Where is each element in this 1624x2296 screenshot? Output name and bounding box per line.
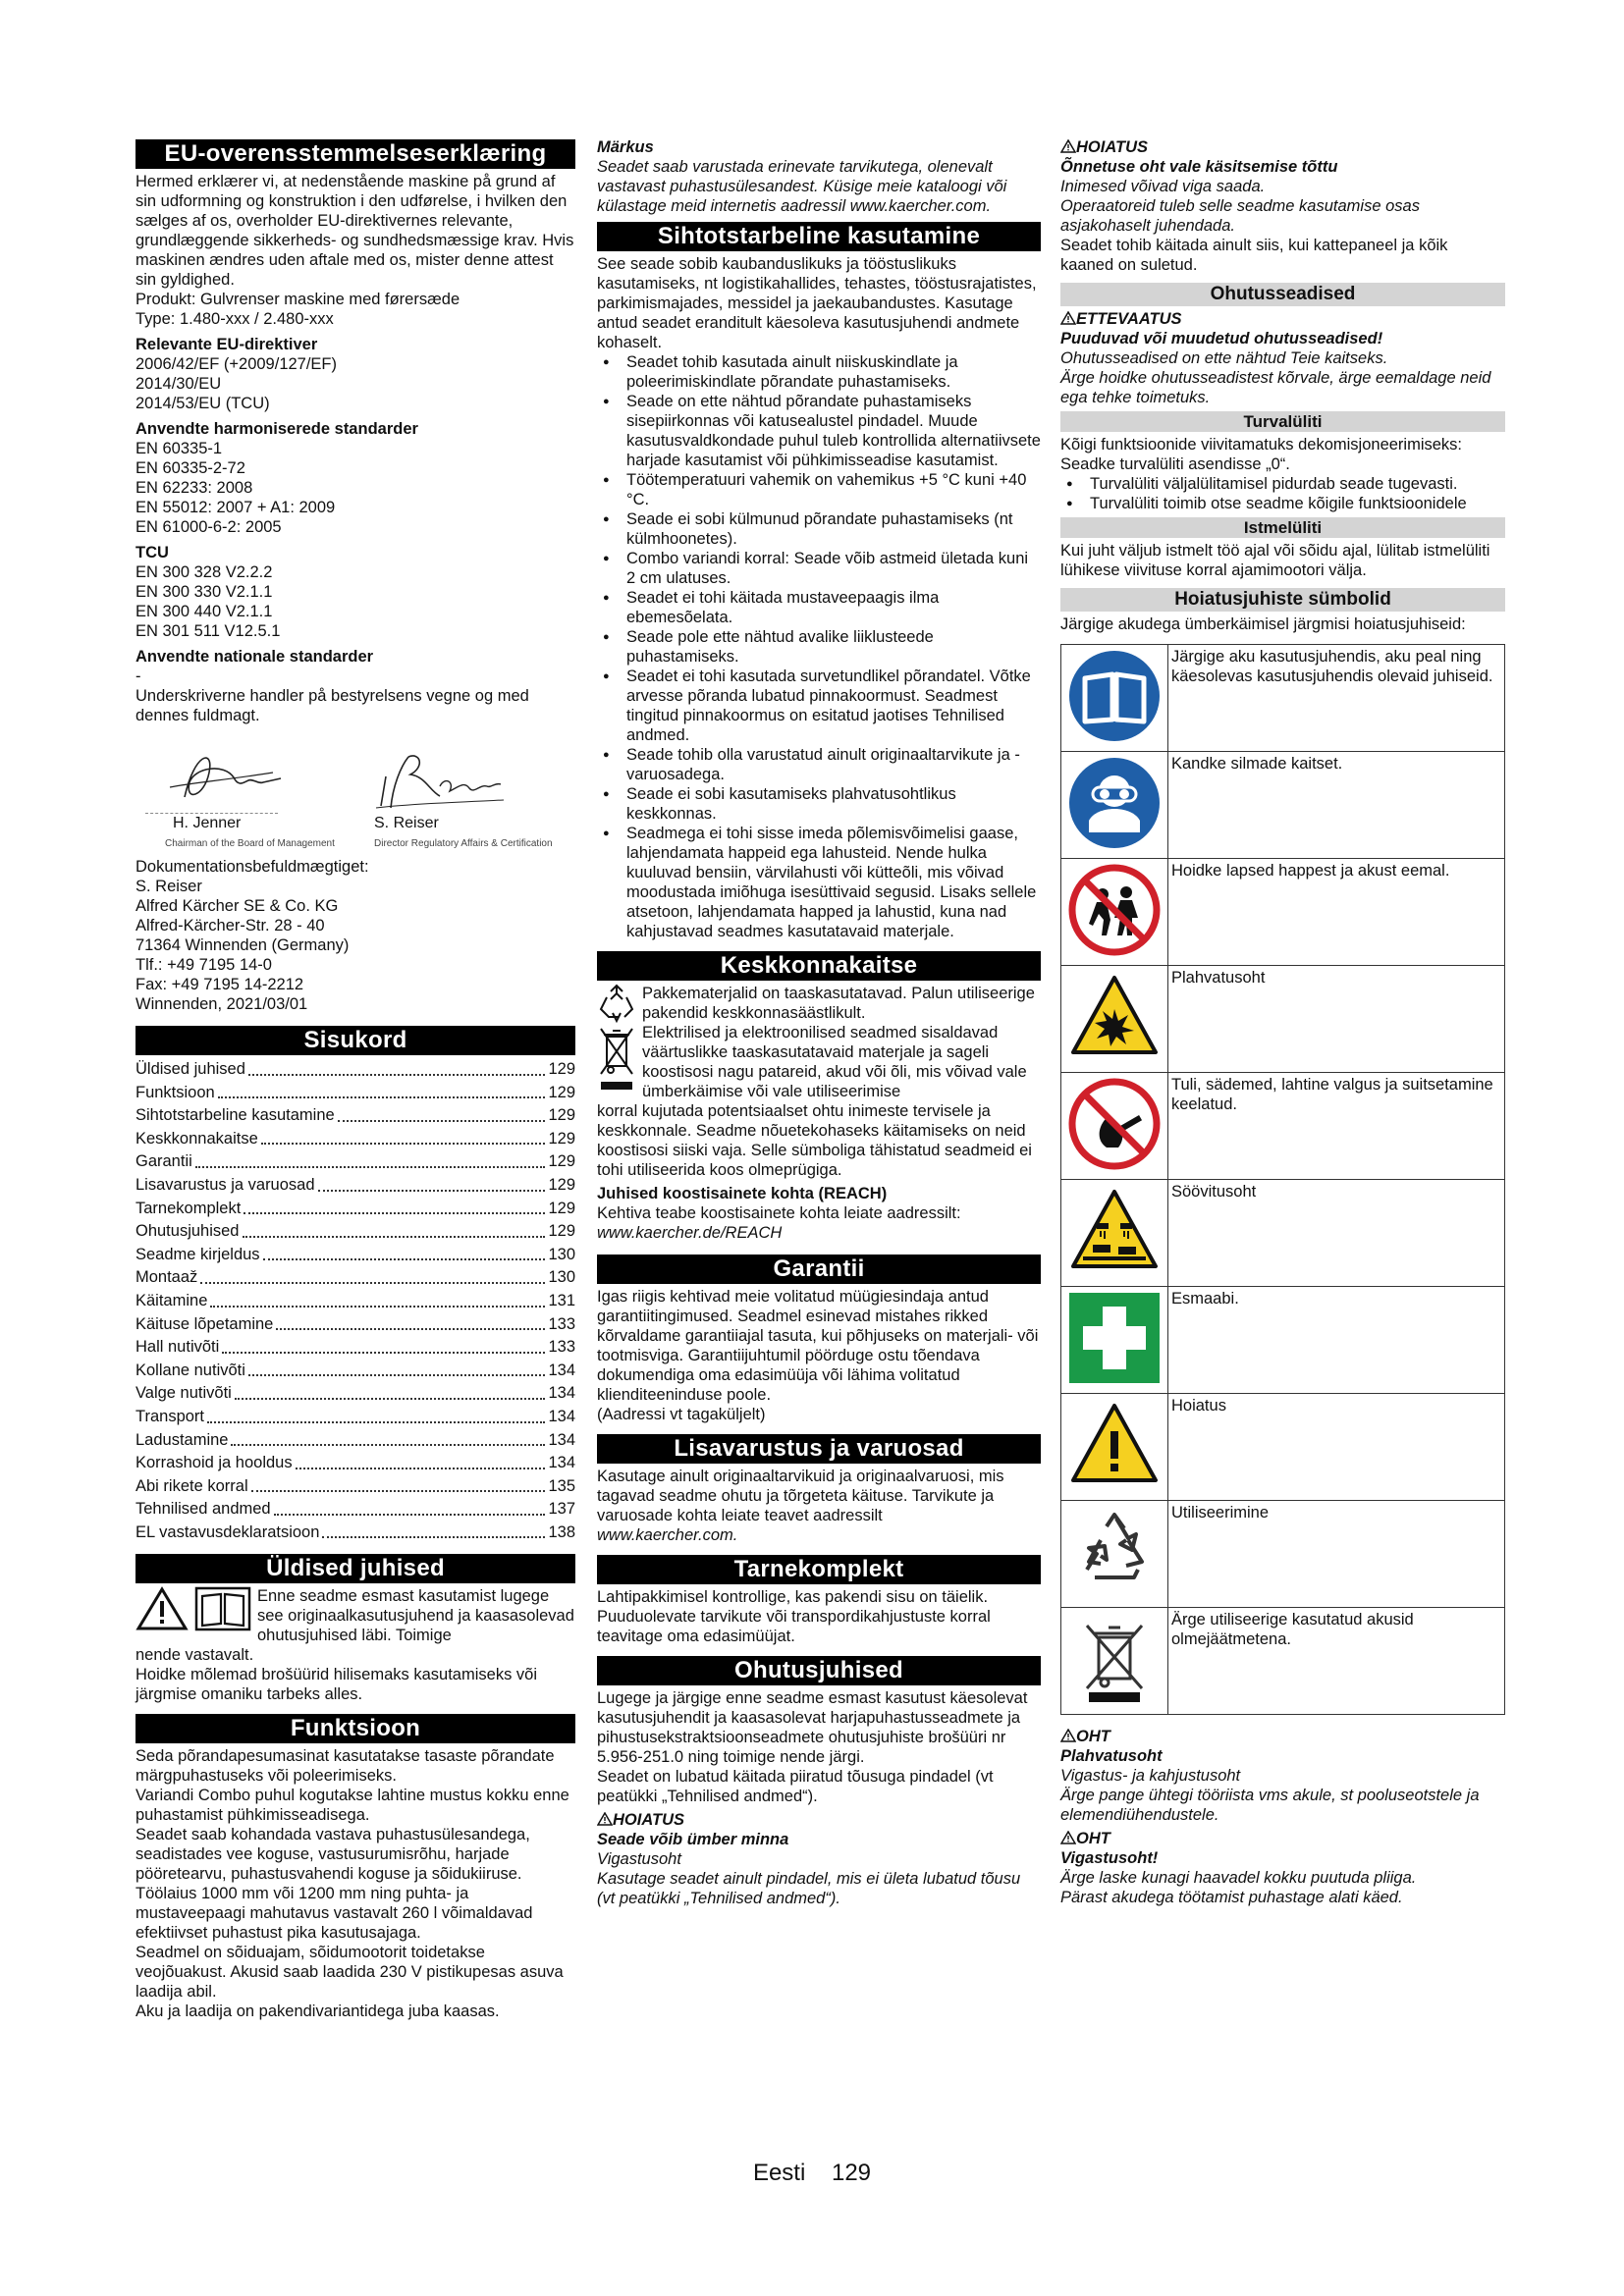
toc-item[interactable] <box>135 1150 575 1174</box>
toc-leader <box>276 1328 545 1330</box>
symbol-description: Esmaabi. <box>1168 1287 1505 1394</box>
toc-item[interactable] <box>135 1244 575 1267</box>
danger-line: Ärge laske kunagi haavadel kokku puutuda pliiga. <box>1060 1869 1417 1887</box>
page-footer <box>0 2160 1624 2187</box>
warning-label <box>597 1810 1041 1830</box>
warning-heading: Seade võib ümber minna <box>597 1831 789 1848</box>
toc-page: 135 <box>548 1476 575 1495</box>
section-title-warranty: Garantii <box>597 1255 1041 1284</box>
symbol-row <box>1061 645 1505 752</box>
tcu-item: EN 300 330 V2.1.1 <box>135 583 273 601</box>
danger-heading: Plahvatusoht <box>1060 1747 1163 1765</box>
toc-leader <box>296 1468 546 1469</box>
toc-item[interactable] <box>135 1360 575 1383</box>
doc-line: Dokumentationsbefuldmægtiget: <box>135 858 369 876</box>
warning-line: Vigastusoht <box>597 1850 681 1868</box>
toc-item[interactable] <box>135 1452 575 1475</box>
toc-leader <box>251 1490 546 1492</box>
toc-leader <box>261 1143 546 1145</box>
toc-label: Üldised juhised <box>135 1060 245 1078</box>
explosion-icon <box>1061 966 1168 1073</box>
warning-line: Kasutage seadet ainult pindadel, mis ei ületa lubatud tõusu (vt peatükki „Tehnilised andmed“). <box>597 1870 1021 1907</box>
caution-label-text: ETTEVAATUS <box>1076 310 1182 328</box>
warning-text: Seadet tohib käitada ainult siis, kui kattepaneel ja kõik kaaned on suletud. <box>1060 237 1448 274</box>
section-title-symbols: Hoiatusjuhiste sümbolid <box>1060 588 1505 612</box>
list-item: ● Combo variandi korral: Seade võib astmeid ületada kuni 2 cm ulatuses. <box>597 549 1041 588</box>
tcu-item: EN 300 328 V2.2.2 <box>135 563 273 581</box>
list-item: ● Turvalüliti toimib otse seadme kõigile funktsioonidele <box>1060 494 1505 513</box>
safety-text-1: Lugege ja järgige enne seadme esmast kasutust käesolevat kasutusjuhendit ja kaasasolevat harjapuhastusseadmete ja pihustusekstraktsioonseadmete ohutusjuhiste brošüüri nr 5.956-251.0 ning toimige nende järgi. <box>597 1689 1028 1766</box>
toc-leader <box>318 1190 546 1192</box>
danger-line: Vigastus- ja kahjustusoht <box>1060 1767 1241 1785</box>
function-text: Seda põrandapesumasinat kasutatakse tasaste põrandate märgpuhastuseks või poleerimiseks. <box>135 1747 555 1786</box>
standard-item: EN 60335-2-72 <box>135 459 245 477</box>
list-item: ● Turvalüliti väljalülitamisel pidurdab seade tugevasti. <box>1060 474 1505 494</box>
tcu-item: EN 301 511 V12.5.1 <box>135 622 281 640</box>
directive-item: 2006/42/EF (+2009/127/EF) <box>135 355 338 373</box>
section-title-function: Funktsioon <box>135 1714 575 1743</box>
toc-label: Garantii <box>135 1152 192 1171</box>
doc-line: Fax: +49 7195 14-2212 <box>135 976 304 993</box>
symbol-description: Hoidke lapsed happest ja akust eemal. <box>1168 859 1505 966</box>
symbol-description: Ärge utiliseerige kasutatud akusid olmejäätmetena. <box>1168 1608 1505 1715</box>
toc-label: Sihtotstarbeline kasutamine <box>135 1106 335 1125</box>
list-item: ● Seadet ei tohi kasutada survetundlikel põrandatel. Võtke arvesse põranda lubatud pinnakoormust. Seadmest tingitud pinnakoormus on esitatud jaotises Tehnilised andmed. <box>597 667 1041 745</box>
documentation-contact <box>135 857 575 1014</box>
warning-label <box>1060 137 1505 157</box>
symbols-table <box>1060 644 1505 1715</box>
toc-label: Tehnilised andmed <box>135 1500 271 1519</box>
symbol-row <box>1061 1394 1505 1501</box>
symbol-description: Plahvatusoht <box>1168 966 1505 1073</box>
crossed-bin-icon <box>597 1023 636 1099</box>
scope-text: Lahtipakkimisel kontrollige, kas pakendi sisu on täielik. Puuduolevate tarvikute või transpordikahjustuste korral teavitage oma edasimüüjat. <box>597 1588 991 1645</box>
danger-icon <box>1060 1831 1076 1844</box>
toc-label: Tarnekomplekt <box>135 1199 242 1217</box>
toc-page: 129 <box>548 1222 575 1241</box>
toc-label: Valge nutivõti <box>135 1384 232 1403</box>
section-title-eu-declaration: EU-overensstemmelseserklæring <box>135 139 575 169</box>
toc-label: Ladustamine <box>135 1430 229 1449</box>
list-item: ● Seade pole ette nähtud avalike liiklusteede puhastamiseks. <box>597 627 1041 667</box>
symbol-row <box>1061 966 1505 1073</box>
safety-switch-text: Kõigi funktsioonide viivitamatuks dekomisjoneerimiseks: Seadke turvalüliti asendisse „0“. <box>1060 436 1463 473</box>
section-title-general: Üldised juhised <box>135 1554 575 1583</box>
section-title-accessories: Lisavarustus ja varuosad <box>597 1434 1041 1464</box>
toc-label: Lisavarustus ja varuosad <box>135 1175 315 1194</box>
toc-page: 134 <box>548 1361 575 1379</box>
toc-item[interactable] <box>135 1174 575 1198</box>
toc-leader <box>243 1236 546 1238</box>
caution-line: Ärge hoidke ohutusseadistest kõrvale, ärge eemaldage neid ega tehke toimetuks. <box>1060 369 1491 406</box>
page-number: 129 <box>831 2160 872 2186</box>
tcu-item: EN 300 440 V2.1.1 <box>135 603 273 620</box>
signatory-2-name: S. Reiser <box>374 815 439 831</box>
env-weee-row <box>597 1023 1041 1101</box>
toc-page: 134 <box>548 1454 575 1472</box>
toc-page: 138 <box>548 1522 575 1541</box>
section-title-intended-use: Sihtotstarbeline kasutamine <box>597 222 1041 251</box>
symbol-description: Järgige aku kasutusjuhendis, aku peal ning käesolevas kasutusjuhendis olevaid juhiseid. <box>1168 645 1505 752</box>
toc-item[interactable] <box>135 1406 575 1429</box>
standard-item: EN 60335-1 <box>135 440 223 457</box>
toc-item[interactable] <box>135 1104 575 1128</box>
list-item: ● Seadet ei tohi käitada mustaveepaagis ilma ebemesõelata. <box>597 588 1041 627</box>
general-text-1: Enne seadme esmast kasutamist lugege see originaalkasutusjuhend ja kaasasolevad ohutusjuhised läbi. Toimige <box>257 1587 574 1645</box>
table-of-contents <box>135 1058 575 1544</box>
list-item: ● Seade tohib olla varustatud ainult originaaltarvikute ja -varuosadega. <box>597 745 1041 784</box>
caution-heading: Puuduvad või muudetud ohutusseadised! <box>1060 330 1383 347</box>
warning-triangle-icon <box>135 1586 189 1631</box>
caution-icon <box>1060 311 1076 325</box>
accessories-text: Kasutage ainult originaaltarvikuid ja originaalvaruosi, mis tagavad seadme ohutu ja tõrgeteta käituse. Tarvikute ja varuosade kohta leiate teavet aadressilt <box>597 1468 1004 1524</box>
toc-page: 129 <box>548 1175 575 1194</box>
no-fire-icon <box>1061 1073 1168 1180</box>
no-children-icon <box>1061 859 1168 966</box>
danger-line: Pärast akudega töötamist puhastage alati käed. <box>1060 1889 1403 1906</box>
section-title-seat-switch: Istmelüliti <box>1060 517 1505 538</box>
toc-page: 130 <box>548 1245 575 1263</box>
toc-leader <box>207 1421 545 1423</box>
corrosive-icon <box>1061 1180 1168 1287</box>
doc-line: Alfred-Kärcher-Str. 28 - 40 <box>135 917 325 934</box>
toc-leader <box>248 1074 546 1076</box>
symbols-intro: Järgige akudega ümberkäimisel järgmisi hoiatusjuhiseid: <box>1060 615 1466 633</box>
danger-label <box>1060 1829 1505 1848</box>
general-text-1b: nende vastavalt. <box>135 1646 254 1665</box>
toc-label: Montaaž <box>135 1268 198 1287</box>
env-text-2a: Elektrilised ja elektroonilised seadmed sisaldavad väärtuslikke taaskasutatavaid materjale ja sageli koostisosi nagu patareid, akud või õli, mis võivad vale ümberkäimise või vale utiliseerimise <box>642 1024 1027 1100</box>
toc-page: 129 <box>548 1199 575 1217</box>
toc-page: 134 <box>548 1384 575 1403</box>
symbol-row <box>1061 1501 1505 1608</box>
crossed-bin-icon <box>1061 1608 1168 1715</box>
toc-item[interactable] <box>135 1266 575 1290</box>
standard-item: EN 61000-6-2: 2005 <box>135 518 282 536</box>
toc-leader <box>222 1352 545 1354</box>
caution-line: Ohutusseadised on ette nähtud Teie kaitseks. <box>1060 349 1388 367</box>
seat-switch-text: Kui juht väljub istmelt töö ajal või sõidu ajal, lülitab istmelüliti lühikese viivituse korral ajamimootori välja. <box>1060 542 1490 579</box>
symbol-row <box>1061 1180 1505 1287</box>
toc-page: 134 <box>548 1430 575 1449</box>
toc-page: 129 <box>548 1083 575 1101</box>
toc-label: EL vastavusdeklaratsioon <box>135 1522 320 1541</box>
symbol-description: Kandke silmade kaitset. <box>1168 752 1505 859</box>
list-item: ● Seadmega ei tohi sisse imeda põlemisvõimelisi gaase, lahjendamata happeid ega lahusteid. Nende hulka kuuluvad bensiin, värvilahusti või kütteõli, mis võivad moodustada imiõhuga isesüttivaid segusid. Lisaks sellele atsetoon, lahjendamata happed ja lahustid, kuna nad kahjustavad seadmes kasutatavaid materjale. <box>597 824 1041 941</box>
signature-block <box>135 737 575 857</box>
reach-link[interactable]: www.kaercher.de/REACH <box>597 1224 783 1242</box>
symbol-description: Tuli, sädemed, lahtine valgus ja suitsetamine keelatud. <box>1168 1073 1505 1180</box>
toc-leader <box>248 1374 546 1376</box>
warning-icon <box>1061 1394 1168 1501</box>
note-heading: Märkus <box>597 138 654 156</box>
toc-label: Käitamine <box>135 1291 208 1309</box>
toc-page: 131 <box>548 1291 575 1309</box>
toc-item[interactable] <box>135 1336 575 1360</box>
signature-reiser <box>371 747 509 816</box>
signatory-2-role: Director Regulatory Affairs & Certification <box>374 838 553 849</box>
standard-item: EN 55012: 2007 + A1: 2009 <box>135 499 336 516</box>
safety-switch-list <box>1060 474 1505 513</box>
symbol-row <box>1061 1608 1505 1715</box>
warranty-address: (Aadressi vt tagaküljelt) <box>597 1406 766 1423</box>
section-title-toc: Sisukord <box>135 1026 575 1055</box>
directive-item: 2014/53/EU (TCU) <box>135 395 270 412</box>
eu-intro: Hermed erklærer vi, at nedenstående maskine på grund af sin udformning og konstruktion i den udførelse, i hvilken den sælges af os, overholder EU-direktivernes relevante, grundlæggende sikkerheds- og sundhedsmæssige krav. Hvis maskinen ændres uden aftale med os, mister denne attest sin gyldighed. <box>135 173 574 289</box>
symbol-row <box>1061 1073 1505 1180</box>
intended-use-list <box>597 352 1041 941</box>
list-item: ● Töötemperatuuri vahemik on vahemikus +5 °C kuni +40 °C. <box>597 470 1041 509</box>
env-text-1: Pakkematerjalid on taaskasutatavad. Palun utiliseerige pakendid keskkonnasäästlikult. <box>642 985 1035 1022</box>
env-recycling-row <box>597 984 1041 1023</box>
toc-label: Käituse lõpetamine <box>135 1314 274 1333</box>
symbol-row <box>1061 859 1505 966</box>
accessories-link[interactable]: www.kaercher.com. <box>597 1526 738 1544</box>
toc-item[interactable] <box>135 1475 575 1499</box>
function-text: Aku ja laadija on pakendivariantidega juba kaasas. <box>135 2002 500 2021</box>
toc-item[interactable] <box>135 1198 575 1221</box>
recycle-packaging-icon <box>597 984 636 1023</box>
function-text: Seadet saab kohandada vastava puhastusülesandega, seadistades vee koguse, vastusurumisrõhu, harjade pööretearvu, puhastusvahendi koguse ja sõidukiiruse. <box>135 1826 530 1884</box>
warning-label-text: HOIATUS <box>613 1811 685 1829</box>
reach-text: Kehtiva teabe koostisainete kohta leiate aadressilt: <box>597 1204 961 1222</box>
doc-line: Alfred Kärcher SE & Co. KG <box>135 897 339 915</box>
toc-page: 129 <box>548 1060 575 1078</box>
env-text-2b: korral kujutada potentsiaalset ohtu inimeste tervisele ja keskkonnale. Seadme nõuetekohaseks käitamiseks on neid koostisosi siiski vaja. Selle sümboliga tähistatud seadmeid ei tohi utiliseerida koos olmeprügiga. <box>597 1102 1032 1179</box>
national-value: - <box>135 667 141 685</box>
directives-heading: Relevante EU-direktiver <box>135 336 318 353</box>
section-title-safety: Ohutusjuhised <box>597 1656 1041 1685</box>
warning-line: Operaatoreid tuleb selle seadme kasutamise osas asjakohaselt juhendada. <box>1060 197 1420 235</box>
warning-line: Inimesed võivad viga saada. <box>1060 178 1266 195</box>
column-middle <box>597 137 1041 1908</box>
warning-label-text: HOIATUS <box>1076 138 1149 156</box>
toc-leader <box>244 1212 545 1214</box>
toc-item[interactable] <box>135 1382 575 1406</box>
toc-item[interactable] <box>135 1313 575 1337</box>
warranty-text: Igas riigis kehtivad meie volitatud müügiesindaja antud garantiitingimused. Seadmel esinevad mistahes rikked kõrvaldame garantiiajal tasuta, kui põhjuseks on materjali- või tootmisviga. Garantiijuhtumil pöörduge ostu tõendava dokumendiga oma edasimüüja või lähima volitatud klienditeeninduse poole. <box>597 1288 1039 1404</box>
toc-label: Keskkonnakaitse <box>135 1129 258 1148</box>
type-line: Type: 1.480-xxx / 2.480-xxx <box>135 310 334 328</box>
footer-language: Eesti <box>752 2160 806 2186</box>
toc-item[interactable] <box>135 1082 575 1105</box>
warning-heading: Õnnetuse oht vale käsitsemise tõttu <box>1060 158 1338 176</box>
toc-item[interactable] <box>135 1290 575 1313</box>
danger-line: Ärge pange ühtegi tööriista vms akule, st pooluseotstele ja elemendiühendustele. <box>1060 1787 1480 1824</box>
manual-book-icon <box>194 1586 251 1631</box>
recycle-icon <box>1061 1501 1168 1608</box>
toc-leader <box>200 1282 545 1284</box>
standard-item: EN 62233: 2008 <box>135 479 253 497</box>
toc-item[interactable] <box>135 1058 575 1082</box>
danger-label-text: OHT <box>1076 1830 1110 1847</box>
national-heading: Anvendte nationale standarder <box>135 648 374 666</box>
column-right <box>1060 137 1505 1907</box>
toc-leader <box>338 1120 546 1122</box>
toc-page: 129 <box>548 1129 575 1148</box>
toc-item[interactable] <box>135 1522 575 1545</box>
reach-heading: Juhised koostisainete kohta (REACH) <box>597 1185 888 1202</box>
list-item: ● Seadet tohib kasutada ainult niiskuskindlate ja poleerimiskindlate põrandate puhastamiseks. <box>597 352 1041 392</box>
danger-label-text: OHT <box>1076 1728 1110 1745</box>
toc-item[interactable] <box>135 1220 575 1244</box>
toc-label: Funktsioon <box>135 1083 215 1101</box>
doc-line: Tlf.: +49 7195 14-0 <box>135 956 272 974</box>
function-text: Variandi Combo puhul kogutakse lahtine mustus kokku enne puhastamist pühkimisseadisega. <box>135 1787 569 1825</box>
toc-page: 129 <box>548 1152 575 1171</box>
toc-page: 134 <box>548 1407 575 1425</box>
toc-label: Korrashoid ja hooldus <box>135 1454 293 1472</box>
toc-item[interactable] <box>135 1128 575 1151</box>
column-left <box>135 137 575 2021</box>
symbol-description: Utiliseerimine <box>1168 1501 1505 1608</box>
signatory-1-name: H. Jenner <box>173 815 242 831</box>
toc-label: Ohutusjuhised <box>135 1222 240 1241</box>
section-title-safety-switch: Turvalüliti <box>1060 411 1505 432</box>
safety-text-2: Seadet on lubatud käitada piiratud tõusuga pindadel (vt peatükki „Tehnilised andmed“). <box>597 1768 994 1805</box>
doc-line: S. Reiser <box>135 878 202 895</box>
toc-leader <box>218 1096 546 1098</box>
toc-leader <box>263 1258 546 1260</box>
toc-leader <box>274 1514 546 1516</box>
section-title-environment: Keskkonnakaitse <box>597 951 1041 981</box>
tcu-heading: TCU <box>135 544 169 561</box>
doc-line: Winnenden, 2021/03/01 <box>135 995 308 1013</box>
symbol-description: Söövitusoht <box>1168 1180 1505 1287</box>
signatory-1-role: Chairman of the Board of Management <box>165 838 335 849</box>
list-item: ● Seade on ette nähtud põrandate puhastamiseks sisepiirkonnas või katusealustel pindadel. Muude kasutusvaldkondade puhul tuleb kontrollida alternatiivsete harjade kasutamist või pühkimisseadise kasutamist. <box>597 392 1041 470</box>
toc-label: Seadme kirjeldus <box>135 1245 260 1263</box>
signature-jenner <box>165 743 293 812</box>
section-title-scope: Tarnekomplekt <box>597 1555 1041 1584</box>
signatories-note: Underskriverne handler på bestyrelsens vegne og med dennes fuldmagt. <box>135 687 529 724</box>
goggles-icon <box>1061 752 1168 859</box>
toc-page: 133 <box>548 1314 575 1333</box>
function-text: Seadmel on sõiduajam, sõidumootorit toidetakse veojõuakust. Akusid saab laadida 230 V pistikupesas asuva laadija abil. <box>135 1944 564 2002</box>
toc-item[interactable] <box>135 1429 575 1453</box>
danger-heading: Vigastusoht! <box>1060 1849 1159 1867</box>
symbol-row <box>1061 1287 1505 1394</box>
general-text-2: Hoidke mõlemad brošüürid hilisemaks kasutamiseks või järgmise omaniku tarbeks alles. <box>135 1666 537 1704</box>
product-line: Produkt: Gulvrenser maskine med førersæde <box>135 291 460 308</box>
directive-item: 2014/30/EU <box>135 375 222 393</box>
first-aid-icon <box>1061 1287 1168 1394</box>
general-instructions <box>135 1586 575 1645</box>
list-item: ● Seade ei sobi kasutamiseks plahvatusohtlikus keskkonnas. <box>597 784 1041 824</box>
symbol-description: Hoiatus <box>1168 1394 1505 1501</box>
toc-item[interactable] <box>135 1498 575 1522</box>
danger-label <box>1060 1727 1505 1746</box>
symbol-row <box>1061 752 1505 859</box>
toc-leader <box>231 1444 545 1446</box>
toc-page: 133 <box>548 1338 575 1357</box>
danger-icon <box>1060 1729 1076 1742</box>
harmonised-heading: Anvendte harmoniserede standarder <box>135 420 418 438</box>
toc-leader <box>322 1536 545 1538</box>
toc-leader <box>210 1306 545 1308</box>
toc-page: 129 <box>548 1106 575 1125</box>
toc-leader <box>235 1398 546 1400</box>
toc-page: 130 <box>548 1268 575 1287</box>
warning-icon <box>1060 139 1076 153</box>
section-title-safety-devices: Ohutusseadised <box>1060 283 1505 306</box>
doc-line: 71364 Winnenden (Germany) <box>135 936 350 954</box>
book-icon <box>1061 645 1168 752</box>
note-text: Seadet saab varustada erinevate tarvikutega, olenevalt vastavast puhastusülesandest. Küsige meie kataloogi või külastage meid internetis aadressil www.kaercher.com. <box>597 158 1007 215</box>
intended-use-text: See seade sobib kaubanduslikuks ja tööstuslikuks kasutamiseks, nt logistikahallides, tehastes, tööstusrajatistes, parkimismajades, messidel ja jaekaubandustes. Kasutage antud seadet eranditult käesoleva kasutusjuhendi andmete kohaselt. <box>597 255 1037 351</box>
toc-leader <box>195 1166 546 1168</box>
warning-icon <box>597 1812 613 1826</box>
toc-label: Hall nutivõti <box>135 1338 220 1357</box>
toc-label: Kollane nutivõti <box>135 1361 245 1379</box>
list-item: ● Seade ei sobi külmunud põrandate puhastamiseks (nt külmhoonetes). <box>597 509 1041 549</box>
caution-label <box>1060 309 1505 329</box>
function-text: Töölaius 1000 mm või 1200 mm ning puhta- ja mustaveepaagi mahutavus vastavalt 260 l võimaldavad efektiivset puhastust pika kasutusajaga. <box>135 1885 533 1943</box>
toc-label: Abi rikete korral <box>135 1476 248 1495</box>
toc-label: Transport <box>135 1407 204 1425</box>
toc-page: 137 <box>548 1500 575 1519</box>
